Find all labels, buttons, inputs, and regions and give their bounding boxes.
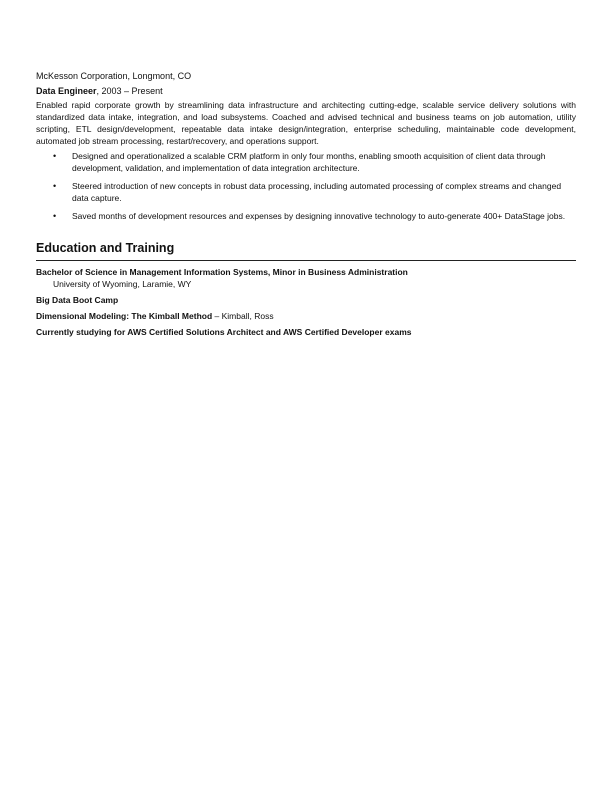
- degree-title: Bachelor of Science in Management Information Systems, Minor in Business Administration: [36, 267, 408, 277]
- bootcamp-entry: Big Data Boot Camp: [36, 295, 119, 305]
- current-study-entry: Currently studying for AWS Certified Solutions Architect and AWS Certified Developer exams: [36, 327, 412, 337]
- course-entry: [36, 310, 576, 322]
- degree-entry: [36, 266, 576, 290]
- list-item: [36, 180, 576, 204]
- section-heading: Education and Training: [36, 240, 576, 261]
- job-title-line: [36, 85, 576, 97]
- experience-section: [36, 70, 576, 222]
- employer-line: McKesson Corporation, Longmont, CO: [36, 71, 192, 81]
- bullet-icon: •: [53, 181, 57, 191]
- resume-page: [36, 70, 576, 342]
- course-title: Dimensional Modeling: The Kimball Method: [36, 311, 213, 321]
- education-list: [36, 266, 576, 338]
- school-name: University of Wyoming, Laramie, WY: [53, 279, 192, 289]
- list-item: [36, 210, 576, 222]
- list-item: [36, 150, 576, 174]
- achievement-list: [36, 150, 576, 222]
- course-authors: – Kimball, Ross: [212, 311, 274, 321]
- job-summary: Enabled rapid corporate growth by streamlining data infrastructure and architecting cutting-edge, scalable service delivery solutions with standardized data intake, integration, and load subsystems. Coached and advised technical and business teams on job automation, utility scripting, ETL design/development, repeatable data intake design/integration, enterprise scheduling, maintainable code development, automated job stream processing, restart/recovery, and operations support.: [36, 100, 576, 146]
- education-section: [36, 240, 576, 338]
- job-title: Data Engineer: [36, 86, 97, 96]
- bullet-icon: •: [53, 151, 57, 161]
- bullet-icon: •: [53, 211, 57, 221]
- list-item-text: Steered introduction of new concepts in robust data processing, including automated processing of complex streams and changed data capture.: [72, 181, 562, 203]
- list-item-text: Saved months of development resources and expenses by designing innovative technology to auto-generate 400+ DataStage jobs.: [72, 211, 566, 221]
- job-dates: , 2003 – Present: [96, 86, 163, 96]
- list-item-text: Designed and operationalized a scalable CRM platform in only four months, enabling smooth acquisition of client data through development, validation, and implementation of data integration architecture.: [72, 151, 546, 173]
